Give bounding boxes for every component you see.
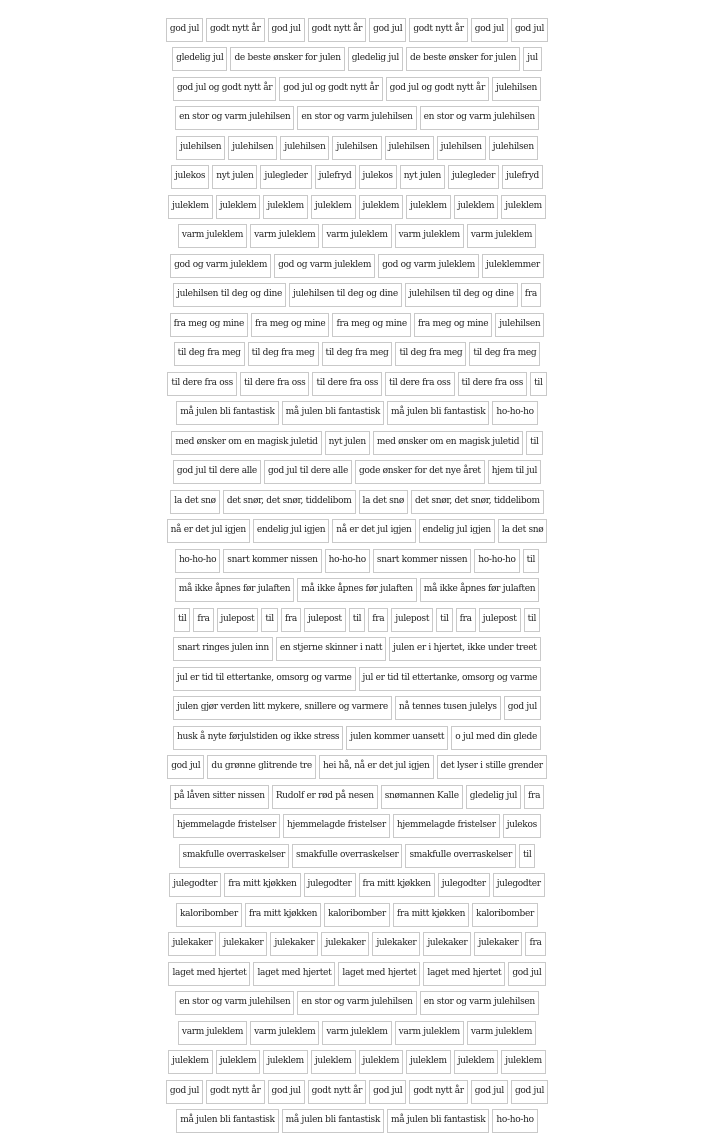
gift-label: de beste ønsker for julen	[406, 47, 520, 71]
gift-label: god og varm juleklem	[378, 254, 479, 278]
label-row	[0, 753, 714, 783]
gift-label: julehilsen til deg og dine	[289, 283, 402, 307]
label-row	[0, 281, 714, 311]
gift-label: la det snø	[498, 519, 548, 543]
label-row	[0, 458, 714, 488]
gift-label: julehilsen	[492, 77, 541, 101]
gift-label: det lyser i stille grender	[437, 755, 547, 779]
gift-label: varm juleklem	[395, 224, 464, 248]
gift-label: nyt julen	[400, 165, 445, 189]
gift-label: en stjerne skinner i natt	[276, 637, 386, 661]
gift-label: jul er tid til ettertanke, omsorg og varme	[359, 667, 542, 691]
gift-label: godt nytt år	[308, 1080, 366, 1104]
gift-label: en stor og varm julehilsen	[420, 991, 539, 1015]
gift-label: julekaker	[168, 932, 216, 956]
gift-label: juleklem	[454, 195, 499, 219]
gift-label: hjem til jul	[488, 460, 541, 484]
gift-label: juleklem	[406, 1050, 451, 1074]
gift-label: fra mitt kjøkken	[393, 903, 469, 927]
gift-label: godt nytt år	[206, 18, 264, 42]
gift-label: god jul til dere alle	[173, 460, 261, 484]
gift-label: julekos	[359, 165, 397, 189]
gift-label: varm juleklem	[250, 1021, 319, 1045]
label-row	[0, 222, 714, 252]
label-row	[0, 900, 714, 930]
gift-label: må julen bli fantastisk	[282, 1109, 384, 1133]
gift-label: smakfulle overraskelser	[179, 844, 289, 868]
gift-label: ho-ho-ho	[474, 549, 519, 573]
gift-label: julen kommer uansett	[346, 726, 448, 750]
gift-label: til	[523, 549, 539, 573]
gift-label: julen er i hjertet, ikke under treet	[389, 637, 540, 661]
label-row	[0, 841, 714, 871]
gift-label: kaloribomber	[472, 903, 538, 927]
gift-label: fra	[525, 932, 545, 956]
gift-label: fra meg og mine	[332, 313, 410, 337]
gift-label: laget med hjertet	[423, 962, 505, 986]
label-row	[0, 1018, 714, 1048]
gift-label: snart ringes julen inn	[173, 637, 272, 661]
gift-label: julegodter	[438, 873, 490, 897]
gift-label: god jul	[471, 1080, 508, 1104]
gift-label: god jul og godt nytt år	[386, 77, 489, 101]
gift-label: hjemmelagde fristelser	[393, 814, 500, 838]
label-row	[0, 192, 714, 222]
gift-label: fra mitt kjøkken	[359, 873, 435, 897]
gift-label: gledelig jul	[172, 47, 227, 71]
gift-label: snømannen Kalle	[381, 785, 463, 809]
label-row	[0, 930, 714, 960]
gift-label: god jul	[268, 18, 305, 42]
gift-label: juleklem	[263, 195, 308, 219]
gift-label: fra mitt kjøkken	[245, 903, 321, 927]
gift-label: fra	[281, 608, 301, 632]
gift-label: til dere fra oss	[240, 372, 310, 396]
gift-label: julehilsen	[228, 136, 277, 160]
gift-label: godt nytt år	[206, 1080, 264, 1104]
gift-label: laget med hjertet	[338, 962, 420, 986]
gift-label: endelig jul igjen	[419, 519, 495, 543]
gift-label: hjemmelagde fristelser	[283, 814, 390, 838]
gift-label: juleklem	[311, 195, 356, 219]
gift-label: på låven sitter nissen	[170, 785, 269, 809]
gift-label: julepost	[217, 608, 259, 632]
gift-label: o jul med din glede	[451, 726, 541, 750]
gift-label: en stor og varm julehilsen	[175, 991, 294, 1015]
gift-label: de beste ønsker for julen	[230, 47, 344, 71]
gift-label: jul er tid til ettertanke, omsorg og varme	[173, 667, 356, 691]
label-row	[0, 340, 714, 370]
label-row	[0, 251, 714, 281]
gift-label: juleklemmer	[482, 254, 544, 278]
gift-label: varm juleklem	[178, 1021, 247, 1045]
gift-label: fra meg og mine	[170, 313, 248, 337]
label-row	[0, 576, 714, 606]
gift-label: god jul	[508, 962, 545, 986]
gift-label: nyt julen	[325, 431, 370, 455]
gift-label: fra	[193, 608, 213, 632]
gift-label: varm juleklem	[467, 224, 536, 248]
gift-label: la det snø	[170, 490, 220, 514]
gift-label: god jul til dere alle	[264, 460, 352, 484]
gift-label: godt nytt år	[409, 1080, 467, 1104]
gift-label: god jul	[166, 1080, 203, 1104]
gift-label: til	[261, 608, 277, 632]
gift-label: julekaker	[219, 932, 267, 956]
gift-label: god jul	[167, 755, 204, 779]
gift-label: smakfulle overraskelser	[292, 844, 402, 868]
label-row	[0, 487, 714, 517]
gift-label: julehilsen til deg og dine	[405, 283, 518, 307]
gift-label: god jul	[369, 1080, 406, 1104]
gift-label: julekaker	[321, 932, 369, 956]
gift-label: ho-ho-ho	[492, 401, 537, 425]
gift-label: må julen bli fantastisk	[176, 1109, 278, 1133]
gift-label: julehilsen	[437, 136, 486, 160]
label-row	[0, 310, 714, 340]
gift-label: til dere fra oss	[458, 372, 528, 396]
gift-label: ho-ho-ho	[492, 1109, 537, 1133]
label-row	[0, 15, 714, 45]
gift-label: husk å nyte førjulstiden og ikke stress	[173, 726, 343, 750]
gift-label: juleklem	[359, 195, 404, 219]
gift-label: varm juleklem	[178, 224, 247, 248]
gift-label: juleklem	[168, 195, 213, 219]
gift-label: julen gjør verden litt mykere, snillere og varmere	[173, 696, 392, 720]
gift-label: julegodter	[493, 873, 545, 897]
gift-label: julefryd	[502, 165, 543, 189]
gift-label: fra meg og mine	[414, 313, 492, 337]
gift-label: god jul	[268, 1080, 305, 1104]
gift-label: til dere fra oss	[312, 372, 382, 396]
gift-label: juleklem	[501, 195, 546, 219]
gift-label: til dere fra oss	[385, 372, 455, 396]
gift-label: juleklem	[406, 195, 451, 219]
gift-label: gledelig jul	[348, 47, 403, 71]
gift-label: smakfulle overraskelser	[405, 844, 515, 868]
gift-label: laget med hjertet	[253, 962, 335, 986]
gift-label: god jul	[504, 696, 541, 720]
gift-label: julefryd	[315, 165, 356, 189]
label-row	[0, 723, 714, 753]
label-row	[0, 782, 714, 812]
gift-label: juleklem	[168, 1050, 213, 1074]
gift-label: god jul og godt nytt år	[279, 77, 382, 101]
gift-label: varm juleklem	[250, 224, 319, 248]
gift-label: gode ønsker for det nye året	[355, 460, 485, 484]
gift-label: jul	[523, 47, 542, 71]
gift-label: god jul	[511, 1080, 548, 1104]
gift-label: snart kommer nissen	[223, 549, 321, 573]
gift-label: må julen bli fantastisk	[282, 401, 384, 425]
gift-label: endelig jul igjen	[253, 519, 329, 543]
gift-label: nyt julen	[212, 165, 257, 189]
gift-label: ho-ho-ho	[175, 549, 220, 573]
gift-label: til	[530, 372, 546, 396]
gift-label: varm juleklem	[322, 224, 391, 248]
gift-label: til dere fra oss	[167, 372, 237, 396]
gift-label: til	[526, 431, 542, 455]
label-row	[0, 989, 714, 1019]
gift-label: juleklem	[501, 1050, 546, 1074]
gift-label: julegleder	[448, 165, 499, 189]
gift-label: må julen bli fantastisk	[176, 401, 278, 425]
gift-label: julegodter	[169, 873, 221, 897]
gift-label: julepost	[304, 608, 346, 632]
gift-label: til deg fra meg	[174, 342, 245, 366]
gift-label: god jul og godt nytt år	[173, 77, 276, 101]
gift-label: til deg fra meg	[322, 342, 393, 366]
gift-label: du grønne glitrende tre	[207, 755, 316, 779]
gift-label: god jul	[471, 18, 508, 42]
gift-label: julekos	[171, 165, 209, 189]
gift-label: må ikke åpnes før julaften	[420, 578, 539, 602]
gift-label: Rudolf er rød på nesen	[272, 785, 378, 809]
gift-label: fra	[521, 283, 541, 307]
gift-label: julehilsen	[495, 313, 544, 337]
label-sheet	[0, 15, 714, 1136]
label-row	[0, 369, 714, 399]
gift-label: julekaker	[270, 932, 318, 956]
gift-label: godt nytt år	[308, 18, 366, 42]
gift-label: kaloribomber	[176, 903, 242, 927]
gift-label: godt nytt år	[409, 18, 467, 42]
gift-label: gledelig jul	[466, 785, 521, 809]
gift-label: julegleder	[260, 165, 311, 189]
gift-label: nå er det jul igjen	[332, 519, 415, 543]
gift-label: juleklem	[216, 195, 261, 219]
gift-label: laget med hjertet	[168, 962, 250, 986]
gift-label: varm juleklem	[467, 1021, 536, 1045]
label-row	[0, 635, 714, 665]
gift-label: god og varm juleklem	[170, 254, 271, 278]
gift-label: julekos	[503, 814, 541, 838]
gift-label: juleklem	[263, 1050, 308, 1074]
gift-label: må julen bli fantastisk	[387, 401, 489, 425]
gift-label: juleklem	[311, 1050, 356, 1074]
label-row	[0, 1107, 714, 1137]
gift-label: god jul	[166, 18, 203, 42]
gift-label: hjemmelagde fristelser	[173, 814, 280, 838]
label-row	[0, 74, 714, 104]
gift-label: julehilsen til deg og dine	[173, 283, 286, 307]
gift-label: med ønsker om en magisk juletid	[373, 431, 523, 455]
gift-label: en stor og varm julehilsen	[297, 991, 416, 1015]
gift-label: til deg fra meg	[248, 342, 319, 366]
gift-label: nå tennes tusen julelys	[395, 696, 501, 720]
gift-label: juleklem	[454, 1050, 499, 1074]
gift-label: fra	[456, 608, 476, 632]
gift-label: juleklem	[359, 1050, 404, 1074]
gift-label: kaloribomber	[324, 903, 390, 927]
gift-label: en stor og varm julehilsen	[420, 106, 539, 130]
gift-label: god jul	[369, 18, 406, 42]
gift-label: julehilsen	[385, 136, 434, 160]
label-row	[0, 605, 714, 635]
gift-label: god og varm juleklem	[274, 254, 375, 278]
gift-label: julepost	[391, 608, 433, 632]
gift-label: til	[519, 844, 535, 868]
gift-label: må julen bli fantastisk	[387, 1109, 489, 1133]
label-row	[0, 163, 714, 193]
label-row	[0, 104, 714, 134]
gift-label: til deg fra meg	[395, 342, 466, 366]
label-row	[0, 546, 714, 576]
gift-label: må ikke åpnes før julaften	[297, 578, 416, 602]
gift-label: fra mitt kjøkken	[224, 873, 300, 897]
label-row	[0, 517, 714, 547]
gift-label: en stor og varm julehilsen	[175, 106, 294, 130]
gift-label: la det snø	[359, 490, 409, 514]
gift-label: til	[174, 608, 190, 632]
gift-label: nå er det jul igjen	[167, 519, 250, 543]
gift-label: julehilsen	[332, 136, 381, 160]
gift-label: en stor og varm julehilsen	[297, 106, 416, 130]
label-row	[0, 959, 714, 989]
gift-label: fra meg og mine	[251, 313, 329, 337]
gift-label: snart kommer nissen	[373, 549, 471, 573]
gift-label: varm juleklem	[322, 1021, 391, 1045]
gift-label: god jul	[511, 18, 548, 42]
gift-label: det snør, det snør, tiddelibom	[411, 490, 544, 514]
gift-label: til	[349, 608, 365, 632]
gift-label: til	[436, 608, 452, 632]
label-row	[0, 133, 714, 163]
gift-label: julekaker	[423, 932, 471, 956]
gift-label: til deg fra meg	[469, 342, 540, 366]
gift-label: julekaker	[474, 932, 522, 956]
gift-label: fra	[524, 785, 544, 809]
label-row	[0, 664, 714, 694]
label-row	[0, 428, 714, 458]
gift-label: julehilsen	[176, 136, 225, 160]
label-row	[0, 1048, 714, 1078]
gift-label: med ønsker om en magisk juletid	[171, 431, 321, 455]
gift-label: ho-ho-ho	[325, 549, 370, 573]
gift-label: varm juleklem	[395, 1021, 464, 1045]
gift-label: julepost	[479, 608, 521, 632]
gift-label: julehilsen	[280, 136, 329, 160]
gift-label: juleklem	[216, 1050, 261, 1074]
label-row	[0, 812, 714, 842]
gift-label: julekaker	[372, 932, 420, 956]
label-row	[0, 399, 714, 429]
label-row	[0, 1077, 714, 1107]
gift-label: til	[524, 608, 540, 632]
gift-label: hei hå, nå er det jul igjen	[319, 755, 434, 779]
label-row	[0, 871, 714, 901]
gift-label: det snør, det snør, tiddelibom	[223, 490, 356, 514]
gift-label: må ikke åpnes før julaften	[175, 578, 294, 602]
label-row	[0, 694, 714, 724]
gift-label: julegodter	[304, 873, 356, 897]
gift-label: fra	[368, 608, 388, 632]
gift-label: julehilsen	[489, 136, 538, 160]
label-row	[0, 45, 714, 75]
